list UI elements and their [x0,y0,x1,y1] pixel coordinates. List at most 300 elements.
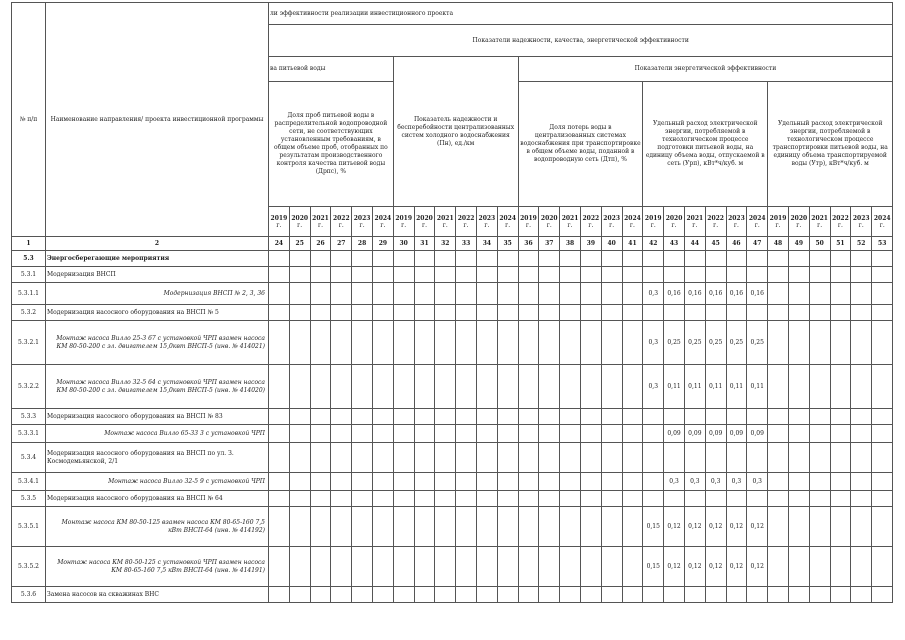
value-cell [269,587,290,603]
row-name: Энергосберегающие мероприятия [46,251,269,267]
value-cell [331,305,352,321]
value-cell [560,507,581,547]
column-number: 24 [269,237,290,251]
value-cell [352,365,373,409]
year-header: 2020 г. [664,207,685,237]
value-cell [788,305,809,321]
value-cell [560,321,581,365]
value-cell [788,473,809,491]
value-cell [809,425,830,443]
value-cell [580,587,601,603]
value-cell [788,365,809,409]
value-cell [352,251,373,267]
value-cell [456,321,477,365]
value-cell [414,251,435,267]
value-cell [456,443,477,473]
value-cell: 0,15 [643,547,664,587]
value-cell [705,491,726,507]
value-cell [622,283,643,305]
year-header: 2024 г. [622,207,643,237]
value-cell [664,305,685,321]
value-cell [393,587,414,603]
value-cell [414,321,435,365]
value-cell [497,283,518,305]
value-cell [601,267,622,283]
value-cell [560,473,581,491]
col-name-header: Наименование направления/ проекта инвестиционной программы [46,3,269,237]
value-cell [372,283,393,305]
value-cell [643,587,664,603]
value-cell [269,251,290,267]
column-number: 37 [539,237,560,251]
value-cell [414,507,435,547]
value-cell [435,491,456,507]
value-cell [788,507,809,547]
value-cell [393,365,414,409]
value-cell [601,587,622,603]
value-cell: 0,09 [684,425,705,443]
value-cell [580,409,601,425]
value-cell [851,491,872,507]
table-row [12,473,893,491]
value-cell [601,443,622,473]
value-cell: 0,25 [705,321,726,365]
value-cell [726,409,747,425]
value-cell [622,267,643,283]
value-cell [872,365,893,409]
value-cell [622,473,643,491]
row-number: 5.3.5 [12,491,46,507]
value-cell [560,491,581,507]
value-cell [830,409,851,425]
year-header: 2019 г. [768,207,789,237]
value-cell [830,251,851,267]
value-cell [768,587,789,603]
value-cell [393,409,414,425]
value-cell [788,547,809,587]
value-cell [726,491,747,507]
value-cell [289,507,310,547]
value-cell: 0,09 [726,425,747,443]
value-cell [830,305,851,321]
table-row [12,587,893,603]
value-cell: 0,3 [643,283,664,305]
column-number: 33 [456,237,477,251]
value-cell: 0,12 [684,547,705,587]
column-number: 42 [643,237,664,251]
value-cell [372,587,393,603]
value-cell: 0,11 [726,365,747,409]
row-name: Модернизация ВНСП [46,267,269,283]
value-cell [269,365,290,409]
value-cell [830,425,851,443]
value-cell [809,587,830,603]
value-cell [539,283,560,305]
value-cell [747,251,768,267]
value-cell [352,267,373,283]
value-cell [747,409,768,425]
value-cell [560,443,581,473]
value-cell [622,251,643,267]
value-cell: 0,3 [705,473,726,491]
column-number: 47 [747,237,768,251]
value-cell [331,587,352,603]
value-cell [476,507,497,547]
value-cell [518,365,539,409]
value-cell [539,365,560,409]
year-header: 2019 г. [643,207,664,237]
value-cell [809,473,830,491]
value-cell [497,547,518,587]
value-cell: 0,25 [726,321,747,365]
value-cell [476,305,497,321]
value-cell [414,365,435,409]
value-cell [580,365,601,409]
value-cell [872,267,893,283]
row-name: Модернизация насосного оборудования на ВНСП по ул. З. Космодемьянской, 2/1 [46,443,269,473]
value-cell [414,425,435,443]
value-cell [705,409,726,425]
value-cell [830,491,851,507]
value-cell [664,409,685,425]
value-cell [580,425,601,443]
value-cell [310,587,331,603]
value-cell [310,251,331,267]
value-cell [331,425,352,443]
value-cell [414,547,435,587]
table-row [12,491,893,507]
value-cell [830,365,851,409]
value-cell [289,491,310,507]
value-cell [497,321,518,365]
value-cell: 0,12 [747,547,768,587]
value-cell [580,443,601,473]
value-cell [664,491,685,507]
value-cell [310,491,331,507]
value-cell [414,283,435,305]
value-cell [289,443,310,473]
value-cell [830,443,851,473]
value-cell [643,443,664,473]
value-cell [331,443,352,473]
value-cell [331,547,352,587]
value-cell [622,409,643,425]
value-cell [372,507,393,547]
value-cell [809,547,830,587]
value-cell [768,283,789,305]
column-number: 44 [684,237,705,251]
value-cell [352,321,373,365]
value-cell [705,305,726,321]
value-cell [851,365,872,409]
value-cell [289,409,310,425]
value-cell [497,251,518,267]
value-cell: 0,12 [705,547,726,587]
column-number: 26 [310,237,331,251]
value-cell [393,267,414,283]
value-cell [372,305,393,321]
table-row [12,283,893,305]
value-cell [830,267,851,283]
value-cell [518,587,539,603]
column-number: 48 [768,237,789,251]
value-cell [851,409,872,425]
table-row [12,321,893,365]
row-number: 5.3.2 [12,305,46,321]
year-header: 2020 г. [289,207,310,237]
value-cell [726,305,747,321]
column-number: 41 [622,237,643,251]
value-cell [393,547,414,587]
value-cell [684,443,705,473]
value-cell [809,267,830,283]
value-cell [684,409,705,425]
value-cell [560,305,581,321]
value-cell: 0,3 [684,473,705,491]
value-cell [456,267,477,283]
value-cell [851,547,872,587]
value-cell [269,443,290,473]
value-cell [601,283,622,305]
value-cell [726,587,747,603]
value-cell [393,425,414,443]
value-cell [476,365,497,409]
value-cell [830,587,851,603]
value-cell: 0,3 [643,321,664,365]
col-no-header: № п/п [12,3,46,237]
value-cell [518,425,539,443]
column-number: 40 [601,237,622,251]
value-cell [310,507,331,547]
value-cell: 0,16 [726,283,747,305]
row-name: Модернизация насосного оборудования на ВНСП № 83 [46,409,269,425]
value-cell [372,365,393,409]
value-cell [476,267,497,283]
year-header: 2023 г. [851,207,872,237]
value-cell: 0,12 [705,507,726,547]
value-cell [726,267,747,283]
value-cell [768,425,789,443]
value-cell [476,321,497,365]
column-number: 1 [12,237,46,251]
row-number: 5.3.1 [12,267,46,283]
value-cell [310,425,331,443]
value-cell [539,267,560,283]
value-cell [331,409,352,425]
value-cell: 0,09 [747,425,768,443]
year-header: 2022 г. [705,207,726,237]
row-number: 5.3.5.2 [12,547,46,587]
column-number: 35 [497,237,518,251]
value-cell [497,507,518,547]
value-cell [435,267,456,283]
value-cell [289,321,310,365]
indicator-table [11,2,893,603]
value-cell [851,305,872,321]
value-cell [601,425,622,443]
value-cell [768,443,789,473]
value-cell [601,473,622,491]
column-number: 36 [518,237,539,251]
value-cell [872,305,893,321]
value-cell [518,409,539,425]
value-cell [497,365,518,409]
value-cell [851,283,872,305]
value-cell [580,251,601,267]
year-header: 2019 г. [518,207,539,237]
value-cell [684,587,705,603]
value-cell [518,473,539,491]
value-cell [872,473,893,491]
value-cell [414,491,435,507]
table-row [12,267,893,283]
value-cell [560,267,581,283]
value-cell [352,425,373,443]
value-cell [560,409,581,425]
row-name: Монтаж насоса КМ 80-50-125 взамен насоса КМ 80-65-160 7,5 кВт ВНСП-64 (инв. № 414192) [46,507,269,547]
value-cell [331,251,352,267]
value-cell [788,283,809,305]
value-cell [788,443,809,473]
value-cell [705,251,726,267]
value-cell [331,365,352,409]
value-cell [518,491,539,507]
value-cell [456,251,477,267]
column-number: 32 [435,237,456,251]
year-header: 2020 г. [788,207,809,237]
value-cell [331,491,352,507]
value-cell [560,425,581,443]
value-cell [872,321,893,365]
value-cell [684,267,705,283]
value-cell [580,305,601,321]
value-cell [788,251,809,267]
value-cell [289,283,310,305]
value-cell [372,443,393,473]
value-cell: 0,12 [726,507,747,547]
value-cell [809,365,830,409]
year-header: 2022 г. [456,207,477,237]
year-header: 2021 г. [310,207,331,237]
row-number: 5.3.1.1 [12,283,46,305]
value-cell [539,443,560,473]
value-cell [643,425,664,443]
value-cell [269,547,290,587]
value-cell: 0,09 [705,425,726,443]
value-cell [393,507,414,547]
column-number: 30 [393,237,414,251]
value-cell [352,409,373,425]
value-cell [393,473,414,491]
value-cell [726,443,747,473]
value-cell [269,425,290,443]
value-cell [456,547,477,587]
value-cell [414,587,435,603]
value-cell [518,283,539,305]
value-cell [788,321,809,365]
value-cell: 0,12 [664,547,685,587]
value-cell [768,267,789,283]
year-header: 2023 г. [726,207,747,237]
value-cell [456,473,477,491]
value-cell [580,283,601,305]
value-cell [435,305,456,321]
value-cell [809,251,830,267]
value-cell [768,473,789,491]
value-cell [456,365,477,409]
table-row [12,547,893,587]
value-cell [456,587,477,603]
value-cell [684,305,705,321]
value-cell [664,251,685,267]
row-name: Монтаж насоса Вилло 25-3 67 с установкой ЧРП взамен насоса КМ 80-50-200 с эл. двигателем 15,0квт ВНСП-5 (инв. № 414021) [46,321,269,365]
value-cell [788,409,809,425]
column-number: 53 [872,237,893,251]
row-name: Монтаж насоса Вилло 65-33 3 с установкой ЧРП [46,425,269,443]
value-cell [768,547,789,587]
table-row [12,305,893,321]
column-number: 50 [809,237,830,251]
value-cell [747,443,768,473]
value-cell [872,587,893,603]
column-number: 39 [580,237,601,251]
value-cell [768,251,789,267]
column-number: 25 [289,237,310,251]
value-cell [872,547,893,587]
value-cell [289,305,310,321]
value-cell [622,491,643,507]
row-number: 5.3.2.1 [12,321,46,365]
value-cell [310,409,331,425]
row-number: 5.3.4 [12,443,46,473]
year-header: 2022 г. [331,207,352,237]
value-cell [476,425,497,443]
value-cell [352,443,373,473]
row-name: Модернизация ВНСП № 2, 3, 36 [46,283,269,305]
value-cell [643,491,664,507]
row-number: 5.3.3.1 [12,425,46,443]
value-cell [393,305,414,321]
value-cell [289,251,310,267]
value-cell [331,321,352,365]
value-cell [580,491,601,507]
value-cell [560,587,581,603]
year-header: 2024 г. [872,207,893,237]
value-cell [289,473,310,491]
value-cell: 0,12 [684,507,705,547]
value-cell [643,409,664,425]
value-cell: 0,3 [643,365,664,409]
value-cell [497,305,518,321]
value-cell [435,547,456,587]
value-cell [809,305,830,321]
value-cell [809,409,830,425]
value-cell [872,507,893,547]
value-cell [435,365,456,409]
value-cell [788,491,809,507]
value-cell [851,321,872,365]
value-cell [872,283,893,305]
value-cell [684,251,705,267]
value-cell [851,251,872,267]
row-number: 5.3.6 [12,587,46,603]
value-cell [539,547,560,587]
value-cell [435,507,456,547]
value-cell [622,507,643,547]
value-cell [435,443,456,473]
column-number: 52 [851,237,872,251]
column-number: 2 [46,237,269,251]
